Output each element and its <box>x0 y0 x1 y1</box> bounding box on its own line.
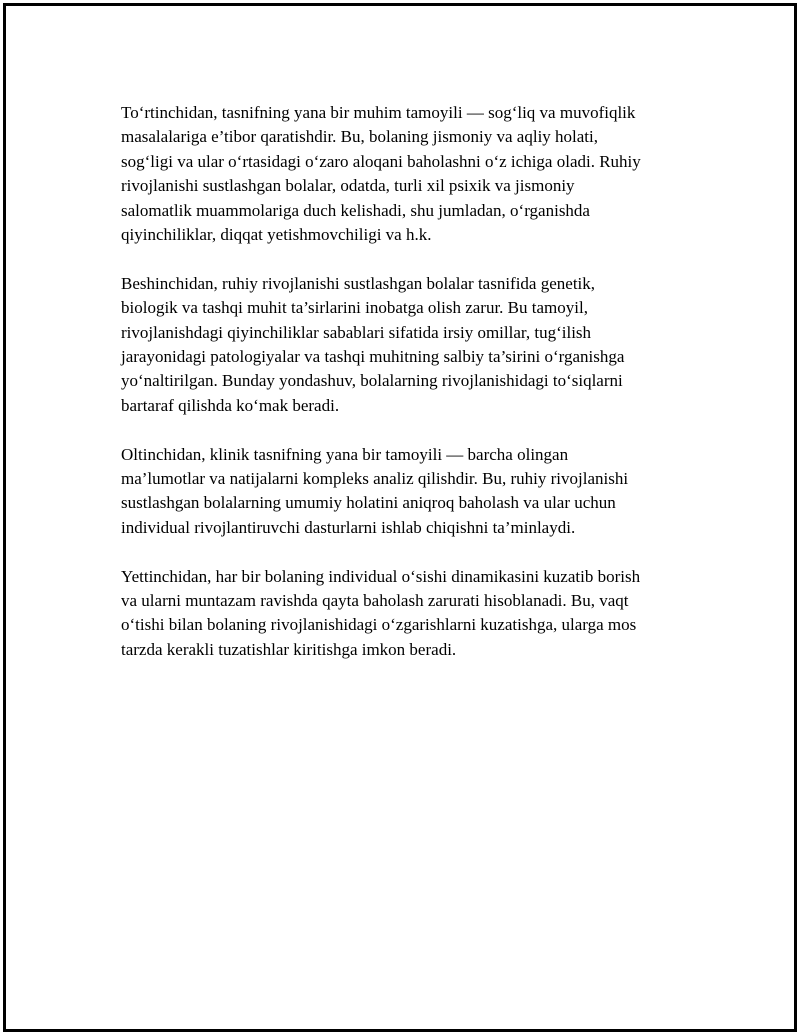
paragraph-2 <box>121 272 696 418</box>
text-line: sustlashgan bolalarning umumiy holatini aniqroq baholash va ular uchun <box>121 493 616 513</box>
paragraph-4 <box>121 565 696 663</box>
document-body <box>121 101 696 662</box>
text-line: jarayonidagi patologiyalar va tashqi muhitning salbiy ta’sirini o‘rganishga <box>121 347 625 367</box>
text-line: o‘tishi bilan bolaning rivojlanishidagi o‘zgarishlarni kuzatishga, ularga mos <box>121 615 637 635</box>
text-line: ma’lumotlar va natijalarni kompleks analiz qilishdir. Bu, ruhiy rivojlanishi <box>121 469 629 489</box>
text-line: masalalariga e’tibor qaratishdir. Bu, bolaning jismoniy va aqliy holati, <box>121 127 599 147</box>
text-line: tarzda kerakli tuzatishlar kiritishga imkon beradi. <box>121 639 457 659</box>
text-line: rivojlanishdagi qiyinchiliklar sabablari sifatida irsiy omillar, tug‘ilish <box>121 322 592 342</box>
text-line: Yettinchidan, har bir bolaning individual o‘sishi dinamikasini kuzatib borish <box>121 566 641 586</box>
text-line: individual rivojlantiruvchi dasturlarni ishlab chiqishni ta’minlaydi. <box>121 517 576 537</box>
text-line: va ularni muntazam ravishda qayta baholash zarurati hisoblanadi. Bu, vaqt <box>121 591 629 611</box>
page-frame <box>3 3 797 1032</box>
text-line: salomatlik muammolariga duch kelishadi, shu jumladan, o‘rganishda <box>121 200 590 220</box>
text-line: bartaraf qilishda ko‘mak beradi. <box>121 395 340 415</box>
text-line: biologik va tashqi muhit ta’sirlarini inobatga olish zarur. Bu tamoyil, <box>121 298 588 318</box>
text-line: Beshinchidan, ruhiy rivojlanishi sustlashgan bolalar tasnifida genetik, <box>121 273 596 293</box>
text-line: Oltinchidan, klinik tasnifning yana bir tamoyili — barcha olingan <box>121 444 569 464</box>
text-line: qiyinchiliklar, diqqat yetishmovchiligi va h.k. <box>121 225 432 245</box>
text-line: To‘rtinchidan, tasnifning yana bir muhim tamoyili — sog‘liq va muvofiqlik <box>121 103 636 122</box>
text-line: yo‘naltirilgan. Bunday yondashuv, bolalarning rivojlanishidagi to‘siqlarni <box>121 371 623 391</box>
text-line: rivojlanishi sustlashgan bolalar, odatda, turli xil psixik va jismoniy <box>121 176 575 196</box>
text-line: sog‘ligi va ular o‘rtasidagi o‘zaro aloqani baholashni o‘z ichiga oladi. Ruhiy <box>121 151 641 171</box>
paragraph-1 <box>121 101 696 247</box>
paragraph-3 <box>121 443 696 541</box>
